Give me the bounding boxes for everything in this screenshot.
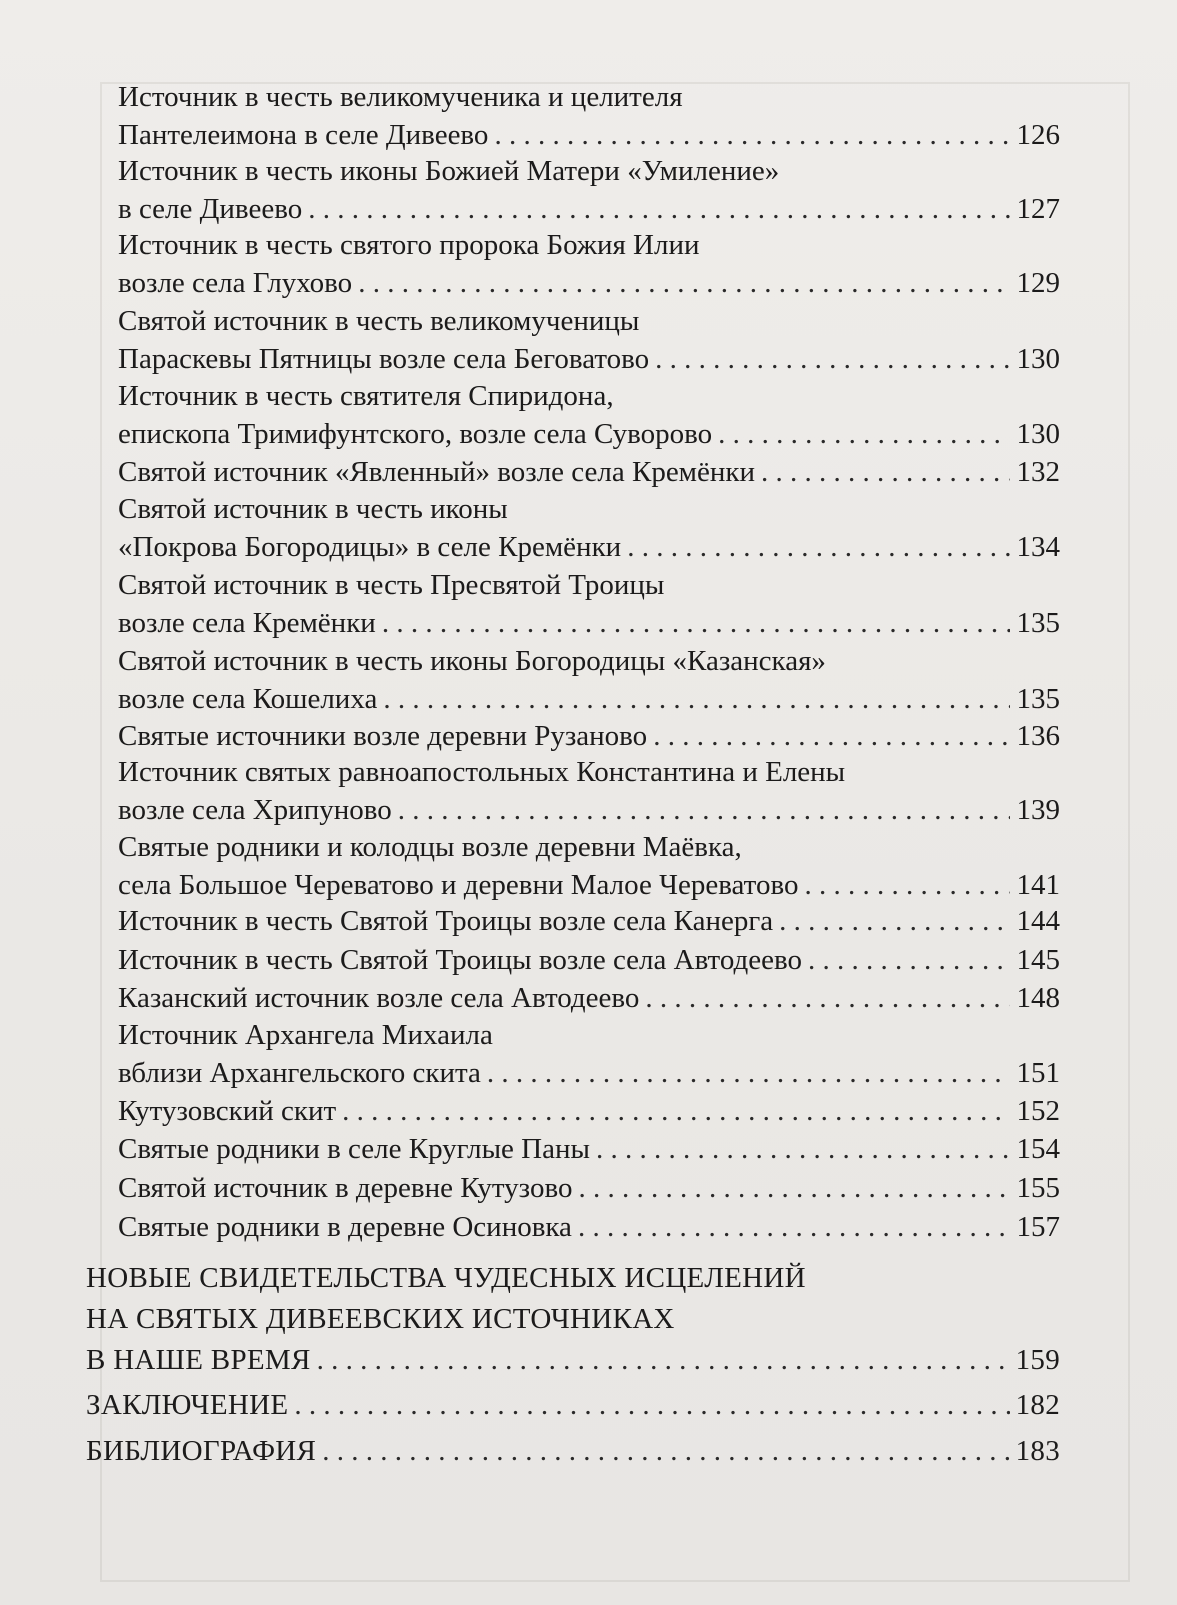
toc-entry-last-line [118,264,1060,302]
toc-entry-last-line [118,1092,1060,1130]
toc-entry-last-line [118,866,1060,904]
toc-page-number: 154 [1016,1133,1060,1165]
toc-entry [118,717,1060,755]
toc-entry-title: Святые родники в деревне Осиновка [118,1211,572,1243]
toc-entry [118,979,1060,1017]
toc-entry [118,490,1060,566]
toc-page-number: 144 [1016,905,1060,937]
toc-entry-last-line [118,190,1060,228]
toc-page-number: 130 [1016,343,1060,375]
toc-section [86,1258,1060,1381]
toc-section [86,1432,1060,1470]
toc-entry-title: в селе Дивеево [118,193,303,225]
dot-leader [398,791,1010,829]
toc-entry-title-line: Святой источник в честь великомученицы [118,305,640,337]
dot-leader [578,1169,1010,1207]
toc-entry [118,1092,1060,1130]
toc-section-last-line [86,1340,1060,1381]
toc-entry-title: Святые источники возле деревни Рузаново [118,720,648,752]
toc-page-number: 139 [1016,794,1060,826]
toc-section-title: ЗАКЛЮЧЕНИЕ [86,1389,289,1421]
toc-entry-last-line [118,415,1060,453]
toc-entry-last-line [118,453,1060,491]
toc-page-number: 141 [1016,869,1060,901]
dot-leader [494,116,1010,154]
toc-page-number: 127 [1016,193,1060,225]
toc-page-number: 183 [1015,1435,1060,1467]
toc-entry-title-line: Источник святых равноапостольных Константина и Елены [118,756,846,788]
dot-leader [808,941,1010,979]
toc-section-title: В НАШЕ ВРЕМЯ [86,1344,311,1376]
dot-leader [322,1432,1010,1470]
toc-entry-title: возле села Кремёнки [118,607,376,639]
toc-entry [118,828,1060,904]
toc-page-number: 136 [1016,720,1060,752]
dot-leader [761,453,1010,491]
dot-leader [382,604,1010,642]
dot-leader [342,1092,1010,1130]
toc-entry [118,1208,1060,1246]
toc-page-number: 135 [1016,607,1060,639]
toc-entry [118,377,1060,453]
toc-page-number: 145 [1016,944,1060,976]
toc-page-number: 132 [1016,456,1060,488]
toc-entry-title: Святой источник в деревне Кутузово [118,1172,573,1204]
toc-entry-title: Казанский источник возле села Автодеево [118,982,640,1014]
toc-entry [118,941,1060,979]
toc-entry-title: Параскевы Пятницы возле села Беговатово [118,343,650,375]
toc-entry [118,1169,1060,1207]
dot-leader [653,717,1010,755]
toc-page-number: 135 [1016,683,1060,715]
toc-page-number: 134 [1016,531,1060,563]
toc-entry [118,642,1060,718]
toc-entry-title-line: Источник в честь иконы Божией Матери «Умиление» [118,155,780,187]
toc-entry-title: Источник в честь Святой Троицы возле села Канерга [118,905,774,937]
toc-entry-title: села Большое Череватово и деревни Малое Череватово [118,869,799,901]
toc-entry [118,78,1060,154]
toc-entry-last-line [118,528,1060,566]
toc-entry-title: епископа Тримифунтского, возле села Суворово [118,418,713,450]
toc-entry-last-line [118,791,1060,829]
toc-section [86,1386,1060,1424]
toc-entry-title: «Покрова Богородицы» в селе Кремёнки [118,531,622,563]
dot-leader [627,528,1010,566]
toc-entry-title: возле села Кошелиха [118,683,378,715]
toc-entry [118,152,1060,228]
toc-entry [118,453,1060,491]
dot-leader [655,340,1010,378]
toc-entry-title: Святые родники в селе Круглые Паны [118,1133,591,1165]
toc-page-number: 126 [1016,119,1060,151]
toc-page-number: 159 [1015,1344,1060,1376]
toc-entry-title: Пантелеимона в селе Дивеево [118,119,489,151]
toc-entry-title-line: Святой источник в честь иконы [118,493,508,525]
toc-entry [118,302,1060,378]
dot-leader [358,264,1010,302]
dot-leader [294,1386,1010,1424]
toc-entry-last-line [118,1169,1060,1207]
toc-entry [118,566,1060,642]
toc-page-number: 152 [1016,1095,1060,1127]
dot-leader [383,680,1010,718]
toc-page-number: 182 [1015,1389,1060,1421]
toc-entry-last-line [118,340,1060,378]
dot-leader [718,415,1010,453]
toc-page-number: 157 [1016,1211,1060,1243]
toc-entry-last-line [118,116,1060,154]
toc-entry-title-line: Источник в честь святителя Спиридона, [118,380,614,412]
toc-entry [118,753,1060,829]
toc-page-number: 155 [1016,1172,1060,1204]
toc-entry [118,1130,1060,1168]
dot-leader [596,1130,1010,1168]
toc-entry-last-line [118,604,1060,642]
toc-entry-title-line: Источник в честь великомученика и целителя [118,81,683,113]
dot-leader [578,1208,1010,1246]
toc-entry-title-line: Источник Архангела Михаила [118,1019,493,1051]
toc-entry-last-line [118,680,1060,718]
toc-page-number: 130 [1016,418,1060,450]
toc-section-last-line [86,1432,1060,1470]
toc-entry-last-line [118,1208,1060,1246]
toc-entry-title-line: Святой источник в честь иконы Богородицы «Казанская» [118,645,826,677]
toc-entry [118,226,1060,302]
dot-leader [804,866,1010,904]
dot-leader [308,190,1010,228]
toc-entry-title-line: Святые родники и колодцы возле деревни Маёвка, [118,831,742,863]
toc-entry [118,1016,1060,1092]
toc-page-number: 148 [1016,982,1060,1014]
toc-entry-last-line [118,717,1060,755]
toc-entry-title-line: Источник в честь святого пророка Божия Илии [118,229,700,261]
toc-entry-title-line: Святой источник в честь Пресвятой Троицы [118,569,665,601]
dot-leader [779,902,1010,940]
toc-entry-title: вблизи Архангельского скита [118,1057,481,1089]
toc-entry-title: Святой источник «Явленный» возле села Кремёнки [118,456,756,488]
toc-entry-last-line [118,902,1060,940]
toc-section-title-line: НОВЫЕ СВИДЕТЕЛЬСТВА ЧУДЕСНЫХ ИСЦЕЛЕНИЙ [86,1262,806,1294]
toc-entry [118,902,1060,940]
dot-leader [645,979,1010,1017]
toc-entry-last-line [118,979,1060,1017]
toc-entry-title: Кутузовский скит [118,1095,337,1127]
toc-entry-last-line [118,941,1060,979]
toc-section-last-line [86,1386,1060,1424]
toc-entry-last-line [118,1054,1060,1092]
toc-section-title-line: НА СВЯТЫХ ДИВЕЕВСКИХ ИСТОЧНИКАХ [86,1303,675,1335]
toc-entry-title: возле села Глухово [118,267,353,299]
toc-entry-title: Источник в честь Святой Троицы возле села Автодеево [118,944,802,976]
toc-page-number: 151 [1016,1057,1060,1089]
dot-leader [317,1340,1010,1381]
toc-entry-title: возле села Хрипуново [118,794,392,826]
dot-leader [487,1054,1010,1092]
toc-page-number: 129 [1016,267,1060,299]
toc-section-title: БИБЛИОГРАФИЯ [86,1435,317,1467]
toc-entry-last-line [118,1130,1060,1168]
